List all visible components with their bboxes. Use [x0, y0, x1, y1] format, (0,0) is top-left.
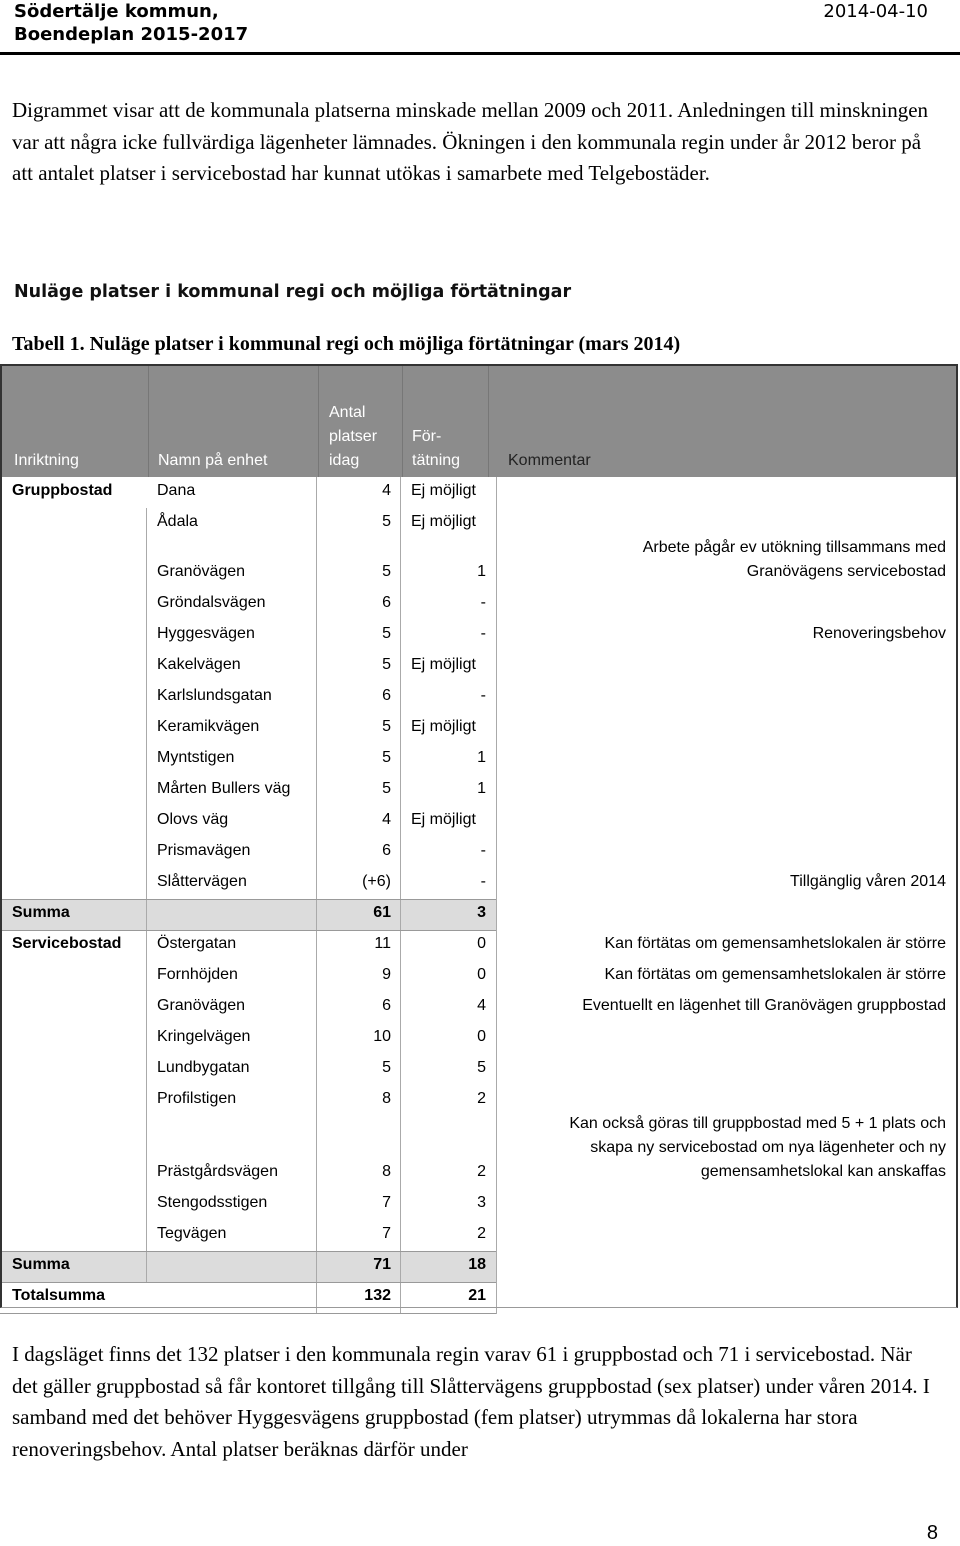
cell-fortatning: Ej möjligt: [411, 482, 476, 499]
cell-namn: Profilstigen: [157, 1090, 237, 1107]
table-row: [0, 477, 958, 508]
cell-namn: Prismavägen: [157, 842, 251, 859]
table-row: [0, 930, 958, 961]
table-row: [0, 992, 958, 1023]
row-divider: [0, 1313, 496, 1314]
cell-fortatning: 1: [477, 563, 486, 580]
cell-fortatning: -: [480, 687, 486, 704]
cell-antal: 5: [382, 656, 391, 673]
col-header-antal-line1: Antal: [329, 404, 366, 421]
document-header-title: [14, 0, 248, 46]
table-header: [0, 364, 958, 477]
row-divider: [0, 930, 496, 931]
table-row-sum: [0, 899, 958, 930]
cell-kommentar: Kan förtätas om gemensamhetslokalen är större: [604, 966, 946, 983]
cell-namn: Karlslundsgatan: [157, 687, 272, 704]
cell-antal: 6: [382, 687, 391, 704]
col-header-kommentar: Kommentar: [508, 452, 591, 469]
cell-namn: Dana: [157, 482, 196, 499]
cell-kommentar-line: gemensamhetslokal kan anskaffas: [700, 1163, 946, 1180]
cell-namn: Prästgårdsvägen: [157, 1163, 278, 1180]
table-row: [0, 806, 958, 837]
cell-namn: Stengodsstigen: [157, 1194, 268, 1211]
table-row: [0, 1023, 958, 1054]
cell-namn: Mårten Bullers väg: [157, 780, 291, 797]
cell-antal: 8: [382, 1090, 391, 1107]
table-row-total: [0, 1282, 958, 1313]
table-row: [0, 1220, 958, 1251]
col-header-inriktning: Inriktning: [14, 452, 79, 469]
cell-fortatning: 2: [477, 1225, 486, 1242]
cell-fortatning: -: [480, 625, 486, 642]
sum-row-shade: [2, 899, 496, 930]
cell-kommentar: Eventuellt en lägenhet till Granövägen gruppbostad: [582, 997, 946, 1014]
cell-antal: 6: [382, 594, 391, 611]
cell-antal: 4: [382, 811, 391, 828]
col-header-fortatning: [412, 425, 460, 473]
cell-antal: 9: [382, 966, 391, 983]
table-row: [0, 620, 958, 651]
cell-namn: Lundbygatan: [157, 1059, 250, 1076]
cell-fortatning: 3: [477, 904, 486, 921]
cell-kommentar: [643, 536, 946, 584]
table-row: [0, 682, 958, 713]
section-heading: Nuläge platser i kommunal regi och möjliga förtätningar: [14, 282, 572, 302]
column-divider: [146, 508, 147, 1283]
table-caption: Tabell 1. Nuläge platser i kommunal regi och möjliga förtätningar (mars 2014): [12, 333, 681, 355]
cell-antal: 7: [382, 1225, 391, 1242]
cell-antal: 11: [374, 935, 391, 952]
row-divider: [0, 899, 496, 900]
cell-antal: (+6): [362, 873, 391, 890]
table-row: [0, 775, 958, 806]
col-header-fortatning-line2: tätning: [412, 452, 461, 469]
cell-namn: Fornhöjden: [157, 966, 238, 983]
col-header-antal: [329, 401, 377, 473]
table-row: [0, 961, 958, 992]
cell-fortatning: -: [480, 594, 486, 611]
cell-kommentar-line: skapa ny servicebostad om nya lägenheter och ny: [590, 1139, 946, 1156]
cell-namn: Granövägen: [157, 563, 246, 580]
cell-fortatning: Ej möjligt: [411, 811, 476, 828]
cell-antal: 6: [382, 997, 391, 1014]
header-rule: [0, 52, 960, 55]
cell-inriktning: Gruppbostad: [12, 482, 113, 499]
table-row: [0, 744, 958, 775]
cell-namn: Tegvägen: [157, 1225, 227, 1242]
cell-namn: Myntstigen: [157, 749, 235, 766]
cell-antal: 6: [382, 842, 391, 859]
cell-kommentar: Renoveringsbehov: [812, 625, 946, 642]
cell-kommentar: Kan förtätas om gemensamhetslokalen är större: [604, 935, 946, 952]
intro-paragraph: Digrammet visar att de kommunala platserna minskade mellan 2009 och 2011. Anledningen till minskningen var att några icke fullvärdiga lägenheter lämnades. Ökningen i den kommunala regin under år 2012 beror på att antalet platser i servicebostad har kunnat utökas i samarbete med Telgebostäder.: [12, 98, 929, 186]
cell-fortatning: -: [480, 842, 486, 859]
cell-namn: Ådala: [157, 513, 198, 530]
cell-kommentar: [569, 1112, 946, 1184]
cell-fortatning: 1: [477, 749, 486, 766]
cell-fortatning: 1: [477, 780, 486, 797]
cell-fortatning: 0: [477, 966, 486, 983]
table-row: [0, 589, 958, 620]
cell-namn: Kakelvägen: [157, 656, 241, 673]
cell-antal: 5: [382, 780, 391, 797]
cell-namn: Slåttervägen: [157, 873, 247, 890]
cell-fortatning: 5: [477, 1059, 486, 1076]
table-row: [0, 1116, 958, 1189]
cell-namn: Granövägen: [157, 997, 246, 1014]
cell-antal: 5: [382, 749, 391, 766]
cell-inriktning: Totalsumma: [12, 1287, 106, 1304]
row-divider: [0, 1251, 496, 1252]
cell-antal: 71: [373, 1256, 391, 1273]
cell-fortatning: 2: [477, 1090, 486, 1107]
cell-kommentar-line: Kan också göras till gruppbostad med 5 + 1 plats och: [569, 1115, 946, 1132]
cell-fortatning: Ej möjligt: [411, 718, 476, 735]
cell-inriktning: Summa: [12, 1256, 70, 1273]
table-row: [0, 1189, 958, 1220]
cell-namn: Gröndalsvägen: [157, 594, 266, 611]
cell-antal: 61: [373, 904, 391, 921]
cell-fortatning: 0: [477, 1028, 486, 1045]
cell-kommentar-line: Arbete pågår ev utökning tillsammans med: [642, 539, 946, 556]
cell-antal: 5: [382, 718, 391, 735]
sum-row-shade: [2, 1251, 496, 1282]
cell-antal: 5: [382, 513, 391, 530]
cell-kommentar-line: Granövägens servicebostad: [746, 563, 946, 580]
cell-inriktning: Servicebostad: [12, 935, 122, 952]
cell-namn: Hyggesvägen: [157, 625, 255, 642]
cell-fortatning: 4: [477, 997, 486, 1014]
cell-antal: 7: [382, 1194, 391, 1211]
cell-fortatning: 21: [468, 1287, 486, 1304]
cell-namn: Kringelvägen: [157, 1028, 251, 1045]
table-row: [0, 713, 958, 744]
cell-fortatning: 2: [477, 1163, 486, 1180]
cell-fortatning: 3: [477, 1194, 486, 1211]
cell-fortatning: 0: [477, 935, 486, 952]
cell-antal: 132: [364, 1287, 391, 1304]
cell-antal: 8: [382, 1163, 391, 1180]
cell-namn: Keramikvägen: [157, 718, 260, 735]
places-table: [0, 364, 958, 1308]
header-divider: [402, 366, 403, 477]
cell-fortatning: Ej möjligt: [411, 656, 476, 673]
header-divider: [148, 366, 149, 477]
column-divider: [496, 477, 497, 1314]
cell-namn: Olovs väg: [157, 811, 229, 828]
page-number: 8: [926, 1522, 938, 1544]
column-divider: [400, 477, 401, 1314]
column-divider: [316, 477, 317, 1314]
header-divider: [488, 366, 489, 477]
cell-antal: 5: [382, 625, 391, 642]
cell-antal: 10: [373, 1028, 391, 1045]
cell-antal: 5: [382, 563, 391, 580]
col-header-antal-line3: idag: [329, 452, 360, 469]
cell-fortatning: Ej möjligt: [411, 513, 476, 530]
cell-kommentar: Tillgänglig våren 2014: [790, 873, 946, 890]
col-header-namn: Namn på enhet: [158, 452, 268, 469]
header-municipality: Södertälje kommun,: [14, 1, 219, 22]
header-plan-name: Boendeplan 2015-2017: [14, 24, 249, 45]
table-row: [0, 539, 958, 589]
cell-antal: 4: [382, 482, 391, 499]
header-divider: [318, 366, 319, 477]
cell-fortatning: 18: [468, 1256, 486, 1273]
table-row: [0, 868, 958, 899]
table-row: [0, 508, 958, 539]
row-divider: [0, 1282, 496, 1283]
cell-inriktning: Summa: [12, 904, 70, 921]
table-row: [0, 837, 958, 868]
col-header-fortatning-line1: För-: [412, 428, 442, 445]
cell-antal: 5: [382, 1059, 391, 1076]
cell-namn: Östergatan: [157, 935, 237, 952]
summary-paragraph: I dagsläget finns det 132 platser i den kommunala regin varav 61 i gruppbostad och 71 i servicebostad. När det gäller gruppbostad så får kontoret tillgång till Slåttervägens gruppbostad (sex platser) under våren 2014. I samband med det behöver Hyggesvägens gruppbostad (fem platser) utrymmas då lokalerna har stora renoveringsbehov. Antal platser beräknas därför under: [12, 1342, 930, 1462]
table-row-sum: [0, 1251, 958, 1282]
cell-fortatning: -: [480, 873, 486, 890]
table-row: [0, 651, 958, 682]
col-header-antal-line2: platser: [329, 428, 378, 445]
table-row: [0, 1054, 958, 1085]
header-date: 2014-04-10: [823, 1, 928, 22]
